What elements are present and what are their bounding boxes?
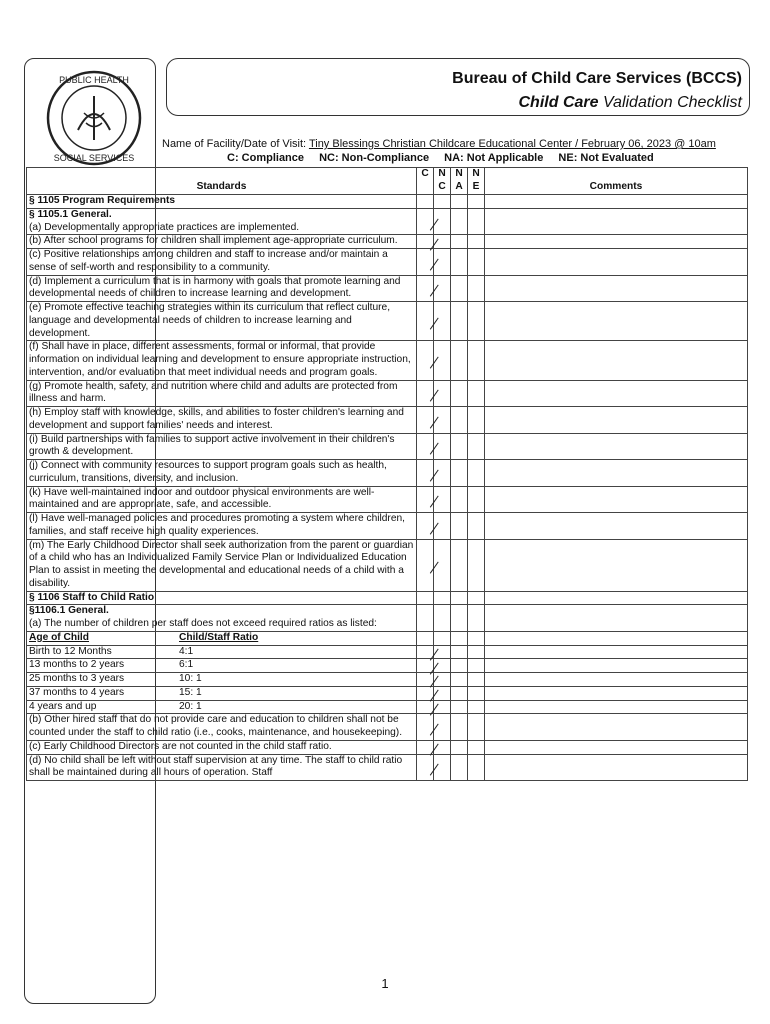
standard-text xyxy=(27,407,417,434)
check-cell-na[interactable] xyxy=(451,302,468,341)
comment-cell[interactable] xyxy=(485,686,748,700)
standard-text xyxy=(27,740,417,754)
subtitle-bold: Child Care xyxy=(518,94,599,111)
check-cell-na[interactable] xyxy=(451,460,468,487)
table-row xyxy=(27,460,748,487)
check-cell-c[interactable] xyxy=(417,486,434,513)
comment-cell[interactable] xyxy=(485,380,748,407)
table-row xyxy=(27,686,748,700)
check-cell-nc[interactable] xyxy=(434,700,451,714)
table-row xyxy=(27,740,748,754)
table-row xyxy=(27,513,748,540)
legend-na: NA: Not Applicable xyxy=(444,152,544,164)
svg-text:PUBLIC HEALTH: PUBLIC HEALTH xyxy=(59,75,129,85)
age-range: Birth to 12 Months xyxy=(29,645,112,657)
table-row xyxy=(27,249,748,276)
standard-text xyxy=(27,341,417,380)
check-cell-nc[interactable] xyxy=(434,591,451,605)
col-standards: Standards xyxy=(27,168,417,195)
table-row xyxy=(27,208,748,235)
bureau-title: Bureau of Child Care Services (BCCS) xyxy=(452,70,742,87)
check-cell-na[interactable] xyxy=(451,249,468,276)
check-cell-nc[interactable] xyxy=(434,341,451,380)
subtitle-rest: Validation Checklist xyxy=(598,94,742,111)
check-cell-c[interactable] xyxy=(417,433,434,460)
standard-body: (i) Build partnerships with families to support active involvement in their children's growth & development. xyxy=(29,433,395,458)
check-cell-na[interactable] xyxy=(451,714,468,741)
status-legend xyxy=(227,152,666,164)
table-row xyxy=(27,235,748,249)
check-cell-na[interactable] xyxy=(451,235,468,249)
standard-body: (e) Promote effective teaching strategies within its curriculum that reflect culture, language and developmental needs of children to increase learning and development. xyxy=(29,302,391,339)
check-cell-ne[interactable] xyxy=(468,714,485,741)
check-cell-nc[interactable] xyxy=(434,645,451,659)
standard-text xyxy=(27,714,417,741)
standard-body: (d) No child shall be left without staff supervision at any time. The staff to child ratio shall be maintained during all hours of operation. Staff xyxy=(29,754,403,779)
check-cell-nc[interactable] xyxy=(434,539,451,591)
table-row xyxy=(27,302,748,341)
legend-ne: NE: Not Evaluated xyxy=(558,152,654,164)
standard-title: § 1105.1 General. xyxy=(29,208,112,220)
comment-cell[interactable] xyxy=(485,486,748,513)
age-range: 4 years and up xyxy=(29,700,97,712)
check-cell-na[interactable] xyxy=(451,407,468,434)
check-cell-ne[interactable] xyxy=(468,341,485,380)
standard-text xyxy=(27,302,417,341)
check-cell-ne[interactable] xyxy=(468,754,485,781)
check-cell-nc[interactable] xyxy=(434,433,451,460)
check-cell-na[interactable] xyxy=(451,659,468,673)
standard-text xyxy=(27,235,417,249)
check-cell-na[interactable] xyxy=(451,645,468,659)
check-cell-ne[interactable] xyxy=(468,249,485,276)
comment-cell[interactable] xyxy=(485,195,748,209)
check-cell-ne[interactable] xyxy=(468,700,485,714)
check-cell-nc[interactable] xyxy=(434,275,451,302)
check-cell-c[interactable] xyxy=(417,605,434,632)
check-cell-na[interactable] xyxy=(451,539,468,591)
comment-cell[interactable] xyxy=(485,302,748,341)
standard-text xyxy=(27,754,417,781)
table-row xyxy=(27,631,748,645)
section-heading: § 1105 Program Requirements xyxy=(27,195,417,209)
standard-text xyxy=(27,275,417,302)
check-cell-ne[interactable] xyxy=(468,486,485,513)
check-cell-ne[interactable] xyxy=(468,433,485,460)
check-cell-ne[interactable] xyxy=(468,659,485,673)
check-cell-ne[interactable] xyxy=(468,645,485,659)
check-cell-ne[interactable] xyxy=(468,673,485,687)
check-cell-ne[interactable] xyxy=(468,631,485,645)
check-cell-ne[interactable] xyxy=(468,605,485,632)
check-cell-ne[interactable] xyxy=(468,208,485,235)
standard-body: (j) Connect with community resources to support program goals such as health, curriculum, transitions, diversity, and inclusion. xyxy=(29,460,387,484)
col-nc: N C xyxy=(434,168,451,195)
check-cell-na[interactable] xyxy=(451,513,468,540)
check-cell-nc[interactable] xyxy=(434,714,451,741)
check-cell-c[interactable] xyxy=(417,754,434,781)
col-c: C xyxy=(417,168,434,195)
standard-body: (a) The number of children per staff does not exceed required ratios as listed: xyxy=(29,618,377,629)
check-cell-nc[interactable] xyxy=(434,407,451,434)
check-cell-na[interactable] xyxy=(451,605,468,632)
standard-text xyxy=(27,433,417,460)
check-cell-nc[interactable] xyxy=(434,740,451,754)
public-health-seal-icon xyxy=(44,68,144,168)
comment-cell[interactable] xyxy=(485,235,748,249)
check-cell-ne[interactable] xyxy=(468,539,485,591)
comment-cell[interactable] xyxy=(485,659,748,673)
check-cell-na[interactable] xyxy=(451,754,468,781)
standard-text xyxy=(27,249,417,276)
standard-text xyxy=(27,486,417,513)
check-cell-c[interactable] xyxy=(417,539,434,591)
table-row xyxy=(27,659,748,673)
standard-text xyxy=(27,605,417,632)
age-range: 37 months to 4 years xyxy=(29,686,125,698)
check-cell-nc[interactable] xyxy=(434,208,451,235)
check-cell-na[interactable] xyxy=(451,195,468,209)
check-cell-c[interactable] xyxy=(417,460,434,487)
table-row xyxy=(27,605,748,632)
comment-cell[interactable] xyxy=(485,700,748,714)
check-cell-nc[interactable] xyxy=(434,605,451,632)
standard-body: (b) Other hired staff that do not provide care and education to children shall not be counted under the staff to child ratio (i.e., cooks, maintenance, and housekeeping). xyxy=(29,714,403,738)
standard-body: (a) Developmentally appropriate practices are implemented. xyxy=(29,221,300,233)
check-cell-ne[interactable] xyxy=(468,302,485,341)
comment-cell[interactable] xyxy=(485,673,748,687)
facility-line xyxy=(162,138,716,150)
check-cell-na[interactable] xyxy=(451,208,468,235)
check-cell-nc[interactable] xyxy=(434,380,451,407)
table-row xyxy=(27,539,748,591)
check-cell-c[interactable] xyxy=(417,740,434,754)
check-cell-ne[interactable] xyxy=(468,460,485,487)
check-cell-na[interactable] xyxy=(451,341,468,380)
legend-nc: NC: Non-Compliance xyxy=(319,152,430,164)
age-range: 13 months to 2 years xyxy=(29,659,125,671)
check-cell-ne[interactable] xyxy=(468,235,485,249)
check-cell-ne[interactable] xyxy=(468,195,485,209)
check-cell-nc[interactable] xyxy=(434,486,451,513)
check-cell-c[interactable] xyxy=(417,341,434,380)
check-cell-ne[interactable] xyxy=(468,380,485,407)
standard-body: (b) After school programs for children shall implement age-appropriate curriculum. xyxy=(29,235,398,247)
comment-cell[interactable] xyxy=(485,605,748,632)
check-cell-nc[interactable] xyxy=(434,513,451,540)
table-row xyxy=(27,380,748,407)
table-row xyxy=(27,407,748,434)
page-number: 1 xyxy=(381,976,389,991)
ratio-value: 20: 1 xyxy=(179,700,202,712)
checklist-rows xyxy=(27,195,748,781)
standard-body: (f) Shall have in place, different assessments, formal or informal, that provide information on individual learning and development to ensure appropriate instruction, intervention, and/or evaluation that meet individual needs and program goals. xyxy=(29,341,411,378)
check-cell-ne[interactable] xyxy=(468,686,485,700)
check-cell-c[interactable] xyxy=(417,591,434,605)
comment-cell[interactable] xyxy=(485,631,748,645)
standard-body: (k) Have well-maintained indoor and outdoor physical environments are well-maintained and are appropriate, safe, and accessible. xyxy=(29,486,375,511)
check-cell-c[interactable] xyxy=(417,700,434,714)
standard-text xyxy=(27,513,417,540)
check-cell-c[interactable] xyxy=(417,380,434,407)
standard-body: (g) Promote health, safety, and nutrition where child and adults are protected from illness and harm. xyxy=(29,380,398,405)
facility-value: Tiny Blessings Christian Childcare Educational Center / February 06, 2023 @ 10am xyxy=(308,138,716,150)
check-cell-ne[interactable] xyxy=(468,740,485,754)
comment-cell[interactable] xyxy=(485,645,748,659)
age-range: 25 months to 3 years xyxy=(29,673,125,684)
standard-body: (c) Positive relationships among children and staff to increase and/or maintain a sense of self-worth and responsibility to a community. xyxy=(29,249,388,273)
check-cell-c[interactable] xyxy=(417,275,434,302)
ratio-row xyxy=(27,686,417,700)
table-row xyxy=(27,645,748,659)
check-cell-na[interactable] xyxy=(451,631,468,645)
check-cell-na[interactable] xyxy=(451,673,468,687)
standard-text xyxy=(27,208,417,235)
comment-cell[interactable] xyxy=(485,275,748,302)
ratio-value: 4:1 xyxy=(179,645,194,657)
comment-cell[interactable] xyxy=(485,341,748,380)
standard-body: (d) Implement a curriculum that is in harmony with goals that promote learning and developmental needs of children to increase learning and development. xyxy=(29,275,401,300)
comment-cell[interactable] xyxy=(485,714,748,741)
ratio-value: 15: 1 xyxy=(179,686,202,698)
legend-c: C: Compliance xyxy=(227,152,305,164)
table-row xyxy=(27,195,748,209)
check-cell-ne[interactable] xyxy=(468,407,485,434)
standard-text xyxy=(27,460,417,487)
check-cell-nc[interactable] xyxy=(434,631,451,645)
ratio-row xyxy=(27,673,417,687)
col-ne: N E xyxy=(468,168,485,195)
col-na: N A xyxy=(451,168,468,195)
standard-body: (m) The Early Childhood Director shall seek authorization from the parent or guardian of a child who has an Individualized Family Service Plan or Individualized Education Plan to assist in meeting the developmental and educational needs of a child with a disability. xyxy=(29,539,414,589)
check-cell-na[interactable] xyxy=(451,686,468,700)
check-cell-na[interactable] xyxy=(451,275,468,302)
comment-cell[interactable] xyxy=(485,460,748,487)
check-cell-c[interactable] xyxy=(417,235,434,249)
table-row xyxy=(27,341,748,380)
check-cell-na[interactable] xyxy=(451,433,468,460)
standard-text xyxy=(27,380,417,407)
ratio-row xyxy=(27,659,417,673)
svg-text:SOCIAL SERVICES: SOCIAL SERVICES xyxy=(53,153,135,163)
table-row xyxy=(27,714,748,741)
check-cell-ne[interactable] xyxy=(468,591,485,605)
check-cell-c[interactable] xyxy=(417,302,434,341)
ratio-row xyxy=(27,700,417,714)
ratio-header xyxy=(27,631,417,645)
check-cell-na[interactable] xyxy=(451,700,468,714)
standard-text xyxy=(27,539,417,591)
comment-cell[interactable] xyxy=(485,249,748,276)
check-cell-na[interactable] xyxy=(451,486,468,513)
checklist-subtitle xyxy=(519,94,743,112)
comment-cell[interactable] xyxy=(485,433,748,460)
comment-cell[interactable] xyxy=(485,407,748,434)
check-cell-nc[interactable] xyxy=(434,754,451,781)
standard-body: (l) Have well-managed policies and procedures promoting a system where children, families, and staff receive high quality experiences. xyxy=(29,513,405,537)
standard-body: (c) Early Childhood Directors are not counted in the child staff ratio. xyxy=(29,740,332,752)
comment-cell[interactable] xyxy=(485,754,748,781)
check-cell-c[interactable] xyxy=(417,195,434,209)
check-cell-ne[interactable] xyxy=(468,513,485,540)
table-row xyxy=(27,433,748,460)
comment-cell[interactable] xyxy=(485,740,748,754)
table-row xyxy=(27,591,748,605)
standard-body: (h) Employ staff with knowledge, skills, and abilities to foster children's learning and development and support families' needs and interest. xyxy=(29,407,404,431)
checklist-table xyxy=(26,167,748,781)
check-cell-nc[interactable] xyxy=(434,249,451,276)
table-row xyxy=(27,754,748,781)
section-heading: § 1106 Staff to Child Ratio xyxy=(27,591,417,605)
check-cell-na[interactable] xyxy=(451,380,468,407)
check-cell-na[interactable] xyxy=(451,591,468,605)
col-comments: Comments xyxy=(485,168,748,195)
check-cell-nc[interactable] xyxy=(434,302,451,341)
check-cell-c[interactable] xyxy=(417,513,434,540)
standard-title: §1106.1 General. xyxy=(29,605,109,617)
ratio-row xyxy=(27,645,417,659)
check-cell-c[interactable] xyxy=(417,249,434,276)
check-cell-nc[interactable] xyxy=(434,659,451,673)
comment-cell[interactable] xyxy=(485,591,748,605)
ratio-value: 10: 1 xyxy=(179,673,202,684)
comment-cell[interactable] xyxy=(485,539,748,591)
check-cell-nc[interactable] xyxy=(434,195,451,209)
age-header: Age of Child xyxy=(29,631,89,643)
ratio-header-label: Child/Staff Ratio xyxy=(179,631,259,643)
check-cell-ne[interactable] xyxy=(468,275,485,302)
ratio-value: 6:1 xyxy=(179,659,194,671)
check-cell-c[interactable] xyxy=(417,407,434,434)
check-cell-na[interactable] xyxy=(451,740,468,754)
check-cell-nc[interactable] xyxy=(434,686,451,700)
check-cell-nc[interactable] xyxy=(434,235,451,249)
table-row xyxy=(27,673,748,687)
comment-cell[interactable] xyxy=(485,208,748,235)
facility-label: Name of Facility/Date of Visit: xyxy=(162,138,309,150)
table-row xyxy=(27,275,748,302)
check-cell-nc[interactable] xyxy=(434,460,451,487)
table-row xyxy=(27,486,748,513)
comment-cell[interactable] xyxy=(485,513,748,540)
table-row xyxy=(27,700,748,714)
check-cell-nc[interactable] xyxy=(434,673,451,687)
